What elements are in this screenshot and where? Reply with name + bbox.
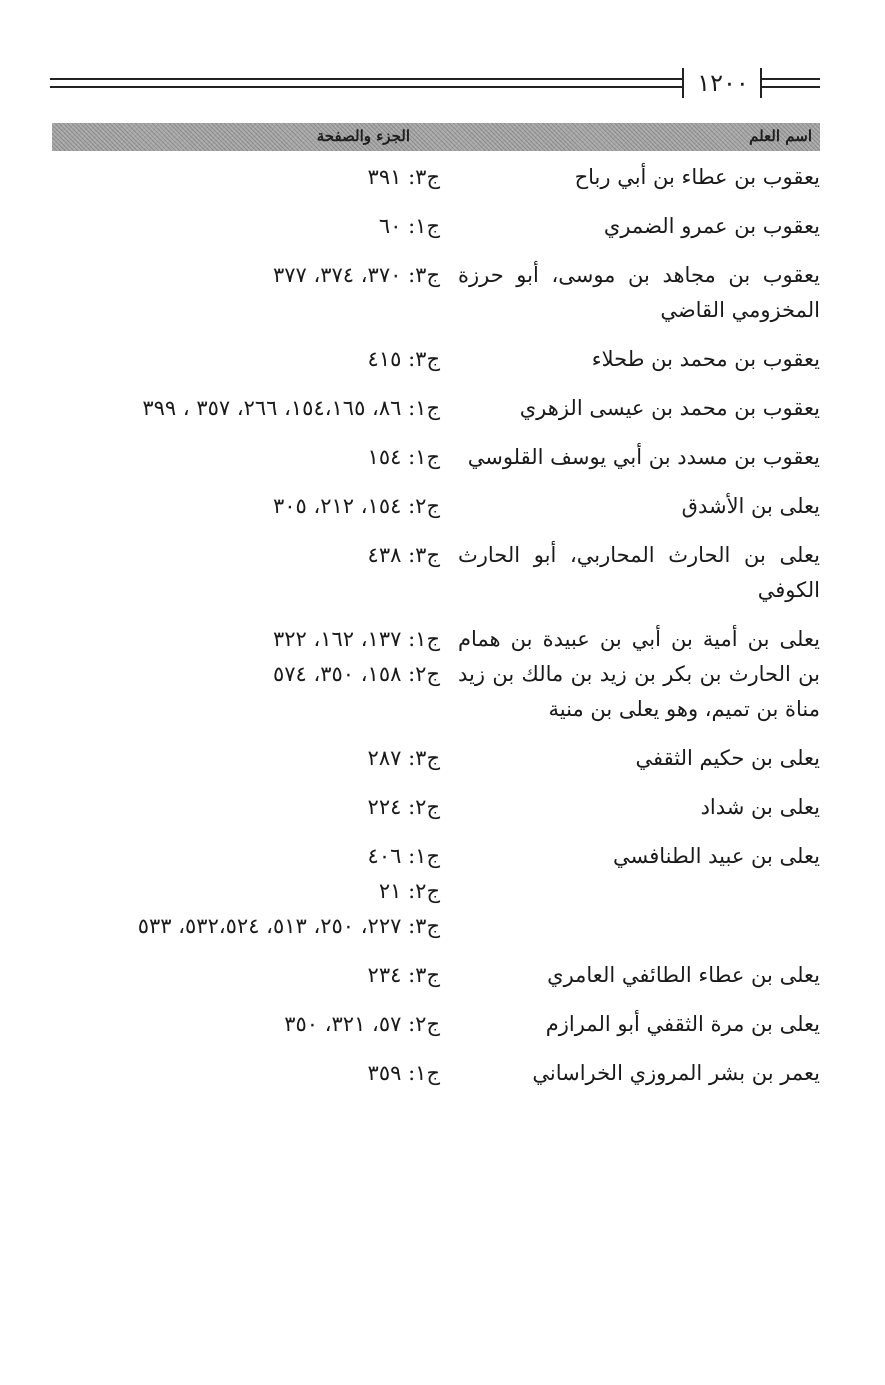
header-rule — [762, 86, 820, 88]
volume-page-reference: ج٢: ٢١ — [378, 879, 440, 903]
entry-name: يعلى بن الحارث المحاربي، أبو الحارث الكوفي — [458, 543, 820, 602]
entry-references — [40, 342, 458, 377]
name-column-header: اسم العلم — [749, 127, 812, 145]
volume-page-reference: ج٢: ١٥٤، ٢١٢، ٣٠٥ — [272, 494, 440, 518]
index-entry — [40, 1007, 820, 1042]
index-entry — [40, 391, 820, 426]
volume-page-reference: ج١: ١٣٧، ١٦٢، ٣٢٢ — [272, 627, 440, 651]
entry-references — [40, 839, 458, 944]
index-entry — [40, 622, 820, 727]
entry-references — [40, 440, 458, 475]
entry-references — [40, 538, 458, 608]
index-entry — [40, 790, 820, 825]
volume-page-reference: ج٣: ٢٨٧ — [367, 746, 440, 770]
index-entry — [40, 342, 820, 377]
index-entry — [40, 209, 820, 244]
volume-page-reference: ج٢: ٥٧، ٣٢١، ٣٥٠ — [284, 1012, 440, 1036]
entry-references — [40, 622, 458, 727]
entry-references — [40, 160, 458, 195]
entry-name: يعقوب بن محمد بن عيسى الزهري — [519, 396, 820, 420]
entry-name: يعلى بن أمية بن أبي بن عبيدة بن همام بن الحارث بن بكر بن زيد بن مالك بن زيد مناة بن تميم، وهو يعلى بن منية — [458, 627, 820, 721]
volume-page-reference: ج٣: ٣٩١ — [367, 165, 440, 189]
index-entry — [40, 839, 820, 944]
entry-references — [40, 790, 458, 825]
index-entries — [40, 160, 820, 1105]
index-entry — [40, 1056, 820, 1091]
volume-page-reference: ج٣: ٤١٥ — [367, 347, 440, 371]
index-entry — [40, 958, 820, 993]
page-header — [50, 66, 820, 102]
volume-page-reference: ج١: ١٥٤ — [367, 445, 440, 469]
header-rule — [50, 78, 682, 80]
entry-name: يعقوب بن مسدد بن أبي يوسف القلوسي — [467, 445, 820, 469]
volume-page-reference: ج٢: ٢٢٤ — [367, 795, 440, 819]
column-header-band — [52, 123, 820, 151]
index-entry — [40, 258, 820, 328]
index-entry — [40, 489, 820, 524]
page-number: ١٢٠٠ — [697, 69, 749, 97]
volume-page-reference: ج١: ٤٠٦ — [367, 844, 440, 868]
volume-page-reference: ج٣: ٣٧٠، ٣٧٤، ٣٧٧ — [272, 263, 440, 287]
entry-name: يعقوب بن محمد بن طحلاء — [591, 347, 820, 371]
volume-page-reference: ج٣: ٢٣٤ — [367, 963, 440, 987]
entry-name: يعقوب بن عمرو الضمري — [603, 214, 820, 238]
entry-references — [40, 958, 458, 993]
header-rule — [762, 78, 820, 80]
index-entry — [40, 160, 820, 195]
ref-column-header: الجزء والصفحة — [316, 127, 410, 145]
volume-page-reference: ج١: ٣٥٩ — [367, 1061, 440, 1085]
entry-name: يعلى بن حكيم الثقفي — [635, 746, 820, 770]
index-entry — [40, 741, 820, 776]
volume-page-reference: ج٢: ١٥٨، ٣٥٠، ٥٧٤ — [272, 662, 440, 686]
entry-references — [40, 1007, 458, 1042]
header-divider — [760, 68, 762, 98]
volume-page-reference: ج١: ٦٠ — [378, 214, 440, 238]
entry-name: يعلى بن مرة الثقفي أبو المرازم — [545, 1012, 820, 1036]
entry-references — [40, 489, 458, 524]
entry-name: يعلى بن عطاء الطائفي العامري — [547, 963, 820, 987]
entry-name: يعلى بن الأشدق — [681, 494, 820, 518]
entry-references — [40, 391, 458, 426]
header-divider — [682, 68, 684, 98]
entry-references — [40, 258, 458, 328]
entry-references — [40, 1056, 458, 1091]
entry-references — [40, 209, 458, 244]
index-entry — [40, 440, 820, 475]
volume-page-reference: ج٣: ٢٢٧، ٢٥٠، ٥١٣، ٥٣٢،٥٢٤، ٥٣٣ — [137, 914, 440, 938]
index-entry — [40, 538, 820, 608]
header-rule — [50, 86, 682, 88]
entry-name: يعقوب بن عطاء بن أبي رباح — [574, 165, 820, 189]
volume-page-reference: ج٣: ٤٣٨ — [367, 543, 440, 567]
entry-name: يعلى بن عبيد الطنافسي — [613, 844, 820, 868]
entry-name: يعمر بن بشر المروزي الخراساني — [532, 1061, 820, 1085]
entry-references — [40, 741, 458, 776]
volume-page-reference: ج١: ٨٦، ١٥٤،١٦٥، ٢٦٦، ٣٥٧ ، ٣٩٩ — [142, 396, 440, 420]
entry-name: يعلى بن شداد — [700, 795, 820, 819]
entry-name: يعقوب بن مجاهد بن موسى، أبو حرزة المخزومي القاضي — [458, 263, 820, 322]
